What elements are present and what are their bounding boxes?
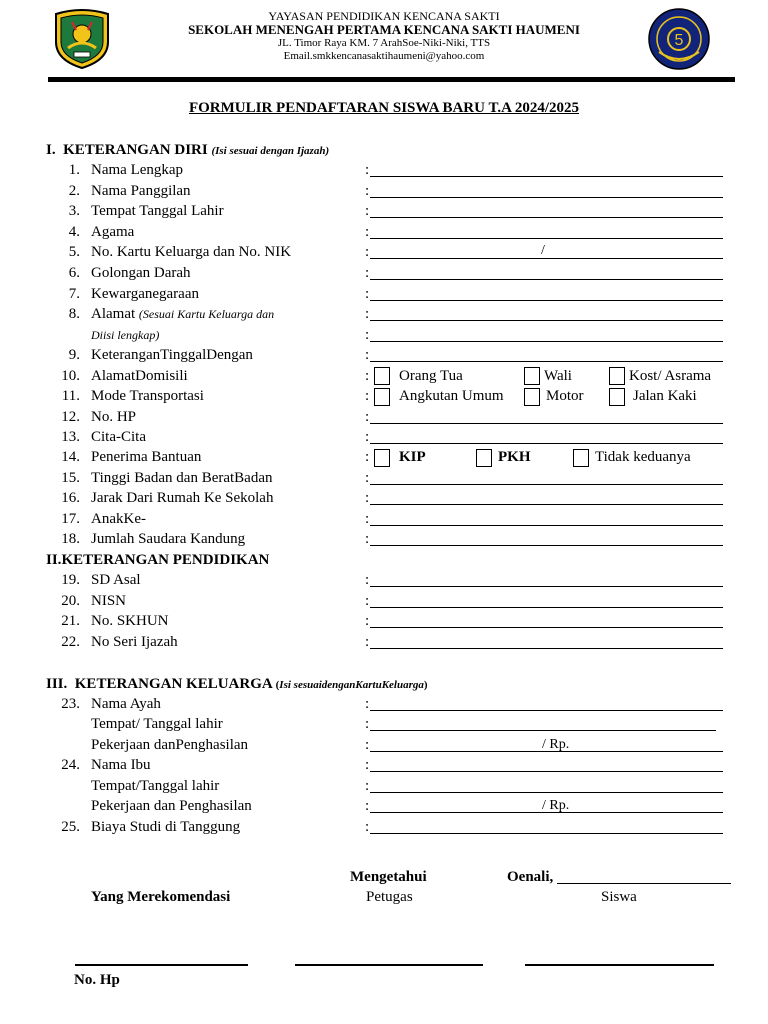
field-16-label: Jarak Dari Rumah Ke Sekolah bbox=[91, 490, 274, 506]
field-22-colon: : bbox=[365, 634, 370, 650]
field-6-label: Golongan Darah bbox=[91, 265, 191, 281]
field-7-colon: : bbox=[365, 286, 370, 302]
motor-option: Motor bbox=[546, 388, 584, 404]
form-title: FORMULIR PENDAFTARAN SISWA BARU T.A 2024/2025 bbox=[188, 100, 580, 116]
field-10-number: 10. bbox=[61, 368, 80, 384]
field-23c-label: Pekerjaan danPenghasilan bbox=[91, 737, 249, 753]
field-18-colon: : bbox=[365, 531, 370, 547]
place-date-label: Oenali, bbox=[507, 869, 554, 885]
field-24-number: 24. bbox=[61, 757, 80, 773]
field-12-number: 12. bbox=[61, 409, 80, 425]
field-1-colon: : bbox=[365, 162, 370, 178]
alamat-field-line2[interactable] bbox=[370, 341, 723, 342]
field-23-label: Nama Ayah bbox=[91, 696, 161, 712]
nama-lengkap-field[interactable] bbox=[370, 176, 723, 177]
field-12-label: No. HP bbox=[91, 409, 137, 425]
field-3-label: Tempat Tanggal Lahir bbox=[91, 203, 224, 219]
field-13-colon: : bbox=[365, 429, 370, 445]
angkutan-umum-checkbox[interactable] bbox=[374, 388, 390, 406]
field-15-number: 15. bbox=[61, 470, 80, 486]
no-kk-nik-field[interactable] bbox=[370, 258, 723, 259]
field-11-number: 11. bbox=[61, 388, 80, 404]
kk-nik-separator: / bbox=[541, 243, 545, 258]
jalan-kaki-option: Jalan Kaki bbox=[633, 388, 697, 404]
nisn-field[interactable] bbox=[370, 607, 723, 608]
section-1-title: KETERANGAN DIRI bbox=[63, 142, 208, 158]
orang-tua-option: Orang Tua bbox=[399, 368, 463, 384]
field-5-colon: : bbox=[365, 244, 370, 260]
field-22-label: No Seri Ijazah bbox=[91, 634, 178, 650]
section-3-title: KETERANGAN KELUARGA bbox=[74, 676, 272, 692]
field-22-number: 22. bbox=[61, 634, 80, 650]
ibu-rp-label: / Rp. bbox=[542, 798, 570, 813]
field-20-number: 20. bbox=[61, 593, 80, 609]
field-24-colon: : bbox=[365, 757, 370, 773]
field-6-colon: : bbox=[365, 265, 370, 281]
field-4-number: 4. bbox=[68, 224, 80, 240]
header-divider bbox=[48, 77, 735, 82]
field-20-label: NISN bbox=[91, 593, 127, 609]
officer-label: Petugas bbox=[366, 889, 413, 905]
mengetahui-label: Mengetahui bbox=[350, 869, 427, 885]
field-25-number: 25. bbox=[61, 819, 80, 835]
field-9-number: 9. bbox=[68, 347, 80, 363]
field-9-label: KeteranganTinggalDengan bbox=[91, 347, 253, 363]
section-1-note: (Isi sesuai dengan Ijazah) bbox=[211, 145, 330, 157]
field-2-label: Nama Panggilan bbox=[91, 183, 191, 199]
tinggal-dengan-field[interactable] bbox=[370, 361, 723, 362]
section-3-heading bbox=[46, 676, 428, 693]
cita-cita-field[interactable] bbox=[370, 443, 723, 444]
field-9-colon: : bbox=[365, 347, 370, 363]
recommender-signature-line[interactable] bbox=[75, 964, 248, 966]
student-signature-line[interactable] bbox=[525, 964, 714, 966]
field-15-colon: : bbox=[365, 470, 370, 486]
officer-signature-line[interactable] bbox=[295, 964, 483, 966]
jumlah-saudara-field[interactable] bbox=[370, 545, 723, 546]
field-24b-label: Tempat/Tanggal lahir bbox=[91, 778, 220, 794]
wali-checkbox[interactable] bbox=[524, 367, 540, 385]
field-11-colon: : bbox=[365, 388, 370, 404]
field-15-label: Tinggi Badan dan BeratBadan bbox=[91, 470, 273, 486]
nama-panggilan-field[interactable] bbox=[370, 197, 723, 198]
field-23-number: 23. bbox=[61, 696, 80, 712]
ayah-rp-label: / Rp. bbox=[542, 737, 570, 752]
field-7-number: 7. bbox=[68, 286, 80, 302]
field-23-colon: : bbox=[365, 696, 370, 712]
field-23b-colon: : bbox=[365, 716, 370, 732]
field-2-colon: : bbox=[365, 183, 370, 199]
section-2-numeral: II. bbox=[46, 552, 62, 568]
section-1-heading bbox=[46, 142, 329, 159]
field-8-colon: : bbox=[365, 306, 370, 322]
field-21-label: No. SKHUN bbox=[91, 613, 169, 629]
school-email: Email.smkkencanasaktihaumeni@yahoo.com bbox=[283, 50, 485, 62]
field-24-label: Nama Ibu bbox=[91, 757, 151, 773]
angkutan-umum-option: Angkutan Umum bbox=[399, 388, 504, 404]
section-3-numeral: III. bbox=[46, 676, 68, 692]
field-24b-colon: : bbox=[365, 778, 370, 794]
biaya-studi-field[interactable] bbox=[370, 833, 723, 834]
field-1-number: 1. bbox=[68, 162, 80, 178]
kip-checkbox[interactable] bbox=[374, 449, 390, 467]
field-13-number: 13. bbox=[61, 429, 80, 445]
no-hp-field[interactable] bbox=[370, 423, 723, 424]
field-17-label: AnakKe- bbox=[91, 511, 146, 527]
alamat-field[interactable] bbox=[370, 320, 723, 321]
field-25-colon: : bbox=[365, 819, 370, 835]
tidak-keduanya-option: Tidak keduanya bbox=[595, 449, 691, 465]
motor-checkbox[interactable] bbox=[524, 388, 540, 406]
field-4-colon: : bbox=[365, 224, 370, 240]
field-8-number: 8. bbox=[68, 306, 80, 322]
field-24c-colon: : bbox=[365, 798, 370, 814]
field-17-number: 17. bbox=[61, 511, 80, 527]
field-14-label: Penerima Bantuan bbox=[91, 449, 202, 465]
field-5-number: 5. bbox=[68, 244, 80, 260]
tempat-tanggal-lahir-field[interactable] bbox=[370, 217, 723, 218]
field-23c-colon: : bbox=[365, 737, 370, 753]
golongan-darah-field[interactable] bbox=[370, 279, 723, 280]
field-4-label: Agama bbox=[91, 224, 135, 240]
pkh-checkbox[interactable] bbox=[476, 449, 492, 467]
field-17-colon: : bbox=[365, 511, 370, 527]
ayah-tempat-tanggal-lahir-field[interactable] bbox=[370, 730, 716, 731]
student-label: Siswa bbox=[601, 889, 637, 905]
kost-asrama-option: Kost/ Asrama bbox=[629, 368, 712, 384]
field-12-colon: : bbox=[365, 409, 370, 425]
field-19-number: 19. bbox=[61, 572, 80, 588]
field-19-label: SD Asal bbox=[91, 572, 141, 588]
foundation-name: YAYASAN PENDIDIKAN KENCANA SAKTI bbox=[268, 9, 500, 23]
field-18-number: 18. bbox=[61, 531, 80, 547]
section-2-title: KETERANGAN PENDIDIKAN bbox=[61, 552, 270, 568]
agama-field[interactable] bbox=[370, 238, 723, 239]
field-2-number: 2. bbox=[68, 183, 80, 199]
field-8-note-line2: Diisi lengkap) bbox=[91, 328, 160, 342]
section-3-note-open: ( bbox=[275, 679, 280, 691]
date-field[interactable] bbox=[557, 883, 731, 884]
field-16-colon: : bbox=[365, 490, 370, 506]
no-skhun-field[interactable] bbox=[370, 627, 723, 628]
field-21-number: 21. bbox=[61, 613, 80, 629]
phone-label: No. Hp bbox=[74, 972, 120, 988]
seal-number: 5 bbox=[674, 32, 684, 49]
section-3-note: Isi sesuaidenganKartuKeluarga bbox=[279, 679, 424, 691]
field-16-number: 16. bbox=[61, 490, 80, 506]
field-20-colon: : bbox=[365, 593, 370, 609]
field-3-number: 3. bbox=[68, 203, 80, 219]
section-3-note-close: ) bbox=[423, 679, 428, 691]
field-5-label: No. Kartu Keluarga dan No. NIK bbox=[91, 244, 292, 260]
field-7-label: Kewarganegaraan bbox=[91, 286, 199, 302]
field-21-colon: : bbox=[365, 613, 370, 629]
field-1-label: Nama Lengkap bbox=[91, 162, 184, 178]
kost-asrama-checkbox[interactable] bbox=[609, 367, 625, 385]
orang-tua-checkbox[interactable] bbox=[374, 367, 390, 385]
field-6-number: 6. bbox=[68, 265, 80, 281]
field-8b-colon: : bbox=[365, 327, 370, 343]
field-10-label: AlamatDomisili bbox=[91, 368, 188, 384]
field-25-label: Biaya Studi di Tanggung bbox=[91, 819, 241, 835]
section-2-heading bbox=[46, 552, 269, 569]
kewarganegaraan-field[interactable] bbox=[370, 300, 723, 301]
sd-asal-field[interactable] bbox=[370, 586, 723, 587]
tidak-keduanya-checkbox[interactable] bbox=[573, 449, 589, 467]
nama-ayah-field[interactable] bbox=[370, 710, 723, 711]
field-18-label: Jumlah Saudara Kandung bbox=[91, 531, 246, 547]
kip-option: KIP bbox=[399, 449, 426, 465]
recommender-label: Yang Merekomendasi bbox=[91, 889, 231, 905]
pkh-option: PKH bbox=[498, 449, 531, 465]
section-1-numeral: I. bbox=[46, 142, 56, 158]
field-10-colon: : bbox=[365, 368, 370, 384]
anak-ke-field[interactable] bbox=[370, 525, 723, 526]
jalan-kaki-checkbox[interactable] bbox=[609, 388, 625, 406]
field-23b-label: Tempat/ Tanggal lahir bbox=[91, 716, 223, 732]
no-seri-ijazah-field[interactable] bbox=[370, 648, 723, 649]
field-14-number: 14. bbox=[61, 449, 80, 465]
field-8-label bbox=[91, 306, 274, 323]
tinggi-berat-badan-field[interactable] bbox=[370, 484, 723, 485]
field-11-label: Mode Transportasi bbox=[91, 388, 204, 404]
field-24c-label: Pekerjaan dan Penghasilan bbox=[91, 798, 252, 814]
field-3-colon: : bbox=[365, 203, 370, 219]
school-name: SEKOLAH MENENGAH PERTAMA KENCANA SAKTI HAUMENI bbox=[188, 22, 580, 37]
field-14-colon: : bbox=[365, 449, 370, 465]
field-8-note: (Sesuai Kartu Keluarga dan bbox=[138, 307, 275, 321]
school-address: JL. Timor Raya KM. 7 ArahSoe-Niki-Niki, TTS bbox=[277, 37, 491, 49]
field-8-label-text: Alamat bbox=[91, 306, 136, 322]
field-19-colon: : bbox=[365, 572, 370, 588]
field-13-label: Cita-Cita bbox=[91, 429, 146, 445]
wali-option: Wali bbox=[544, 368, 572, 384]
ibu-tempat-tanggal-lahir-field[interactable] bbox=[370, 792, 723, 793]
nama-ibu-field[interactable] bbox=[370, 771, 723, 772]
jarak-rumah-field[interactable] bbox=[370, 504, 723, 505]
